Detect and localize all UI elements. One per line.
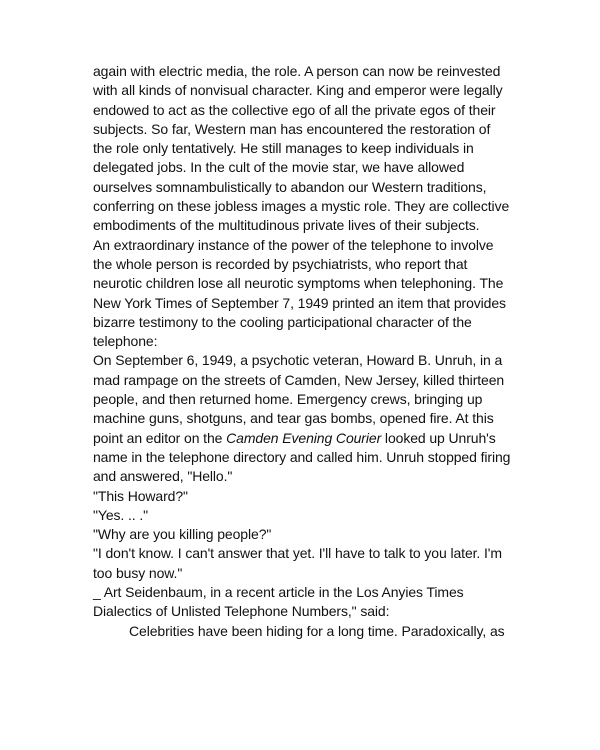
text-line: An extraordinary instance of the power of the telephone to involve [93, 236, 494, 253]
text-line-with-newspaper-title [93, 429, 523, 448]
newspaper-title: Camden Evening Courier [226, 429, 382, 446]
text-line: On September 6, 1949, a psychotic veteran, Howard B. Unruh, in a [93, 352, 503, 369]
text-line: "I don't know. I can't answer that yet. I'll have to talk to you later. I'm [93, 545, 502, 562]
text-line: neurotic children lose all neurotic symptoms when telephoning. The [93, 275, 504, 292]
text-line: endowed to act as the collective ego of all the private egos of their [93, 101, 496, 118]
text-line: ourselves somnambulistically to abandon our Western traditions, [93, 178, 487, 195]
text-line: subjects. So far, Western man has encountered the restoration of [93, 120, 491, 137]
text-line: "This Howard?" [93, 487, 188, 504]
indented-paragraph-start: Celebrities have been hiding for a long time. Paradoxically, as [129, 622, 505, 639]
text-line: telephone: [93, 333, 158, 350]
text-line: embodiments of the multitudinous private lives of their subjects. [93, 217, 480, 234]
text-line: too busy now." [93, 564, 183, 581]
text-line: machine guns, shotguns, and tear gas bombs, opened fire. At this [93, 410, 494, 427]
text-line: mad rampage on the streets of Camden, New Jersey, killed thirteen [93, 371, 505, 388]
text-line: the whole person is recorded by psychiatrists, who report that [93, 255, 468, 272]
text-segment: point an editor on the [93, 429, 227, 446]
text-line: "Why are you killing people?" [93, 526, 272, 543]
text-line: name in the telephone directory and called him. Unruh stopped firing [93, 448, 511, 465]
text-line: again with electric media, the role. A person can now be reinvested [93, 63, 501, 79]
text-line: delegated jobs. In the cult of the movie star, we have allowed [93, 159, 465, 176]
text-line: the role only tentatively. He still manages to keep individuals in [93, 140, 474, 157]
body-text [93, 62, 523, 641]
text-line: "Yes. .. ." [93, 506, 149, 523]
text-line: with all kinds of nonvisual character. King and emperor were legally [93, 82, 503, 99]
text-line: New York Times of September 7, 1949 printed an item that provides [93, 294, 506, 311]
text-line: bizarre testimony to the cooling participational character of the [93, 313, 472, 330]
text-line: conferring on these jobless images a mystic role. They are collective [93, 198, 510, 215]
text-line: _ Art Seidenbaum, in a recent article in the Los Anyies Times [93, 584, 464, 601]
text-line: people, and then returned home. Emergency crews, bringing up [93, 391, 483, 408]
text-line: Dialectics of Unlisted Telephone Numbers," said: [93, 603, 390, 620]
text-line: and answered, "Hello." [93, 468, 233, 485]
text-segment: looked up Unruh's [381, 429, 496, 446]
